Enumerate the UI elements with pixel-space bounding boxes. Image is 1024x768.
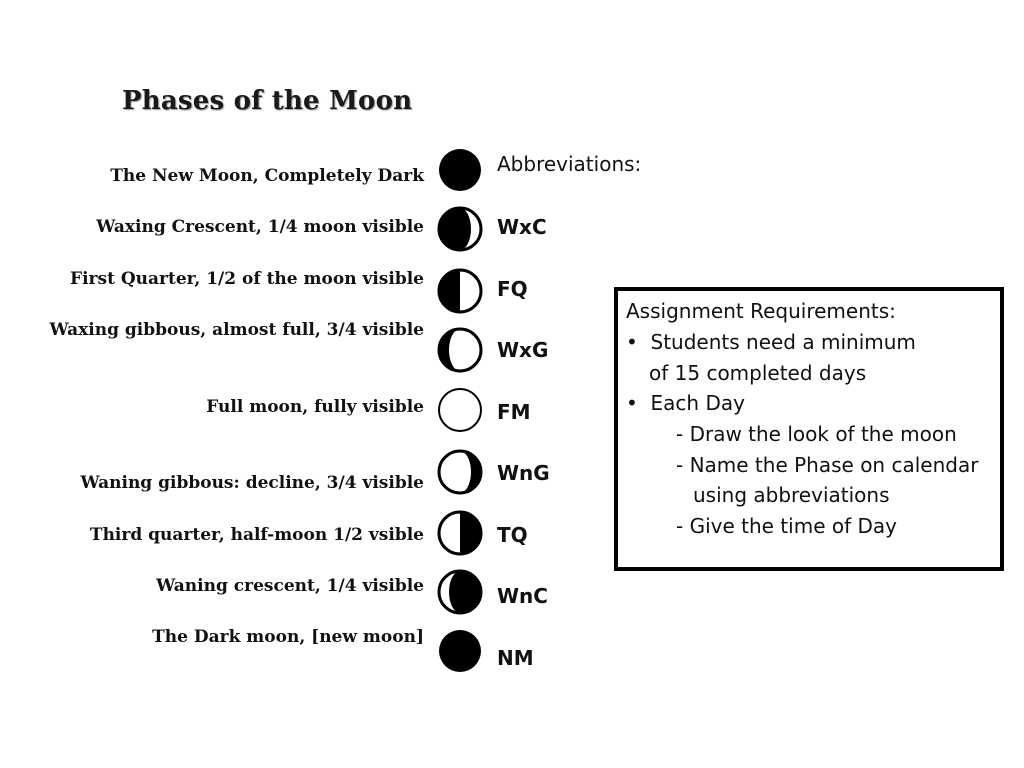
abbr-waning-crescent: WnC [497,584,548,608]
phase-label-full-moon: Full moon, fully visible [206,397,424,417]
waxing-gibbous-icon [437,327,483,373]
abbr-third-quarter: TQ [497,523,528,547]
phase-label-waxing-gibbous: Waxing gibbous, almost full, 3/4 visible [49,320,424,340]
bullet-1 [626,330,916,354]
phase-label-waxing-crescent: Waxing Crescent, 1/4 moon visible [96,217,424,237]
full-moon-icon [437,387,483,433]
page-title: Phases of the Moon [122,86,413,116]
sub-item-name-phase: - Name the Phase on calendar [676,453,979,477]
bullet-2 [626,391,745,415]
requirements-box [614,287,1004,571]
bullet-symbol: • [626,391,638,415]
bullet-1-continuation: of 15 completed days [649,361,867,385]
bullet-2-text: Each Day [650,391,745,415]
sub-item-draw: - Draw the look of the moon [676,422,957,446]
bullet-1-text: Students need a minimum [650,330,916,354]
sub-item-name-phase-continuation: using abbreviations [693,483,890,507]
phase-label-waning-gibbous: Waning gibbous: decline, 3/4 visible [80,473,424,493]
abbr-full-moon: FM [497,400,531,424]
phase-label-first-quarter: First Quarter, 1/2 of the moon visible [70,269,424,289]
abbr-new-moon: NM [497,646,534,670]
waning-crescent-icon [437,569,483,615]
phase-label-waning-crescent: Waning crescent, 1/4 visible [156,576,424,596]
abbr-waxing-crescent: WxC [497,215,547,239]
phase-label-dark-moon: The Dark moon, [new moon] [152,627,424,647]
phase-label-new-moon: The New Moon, Completely Dark [110,166,424,186]
waning-gibbous-icon [437,449,483,495]
bullet-symbol: • [626,330,638,354]
first-quarter-icon [437,268,483,314]
waxing-crescent-icon [437,206,483,252]
abbr-first-quarter: FQ [497,277,528,301]
abbr-waxing-gibbous: WxG [497,338,549,362]
phase-label-third-quarter: Third quarter, half-moon 1/2 vsible [89,525,424,545]
dark-moon-icon [437,628,483,674]
third-quarter-icon [437,510,483,556]
new-moon-icon [437,147,483,193]
sub-item-time: - Give the time of Day [676,514,897,538]
abbr-waning-gibbous: WnG [497,461,550,485]
abbreviations-heading: Abbreviations: [497,152,642,176]
requirements-heading: Assignment Requirements: [626,299,896,323]
